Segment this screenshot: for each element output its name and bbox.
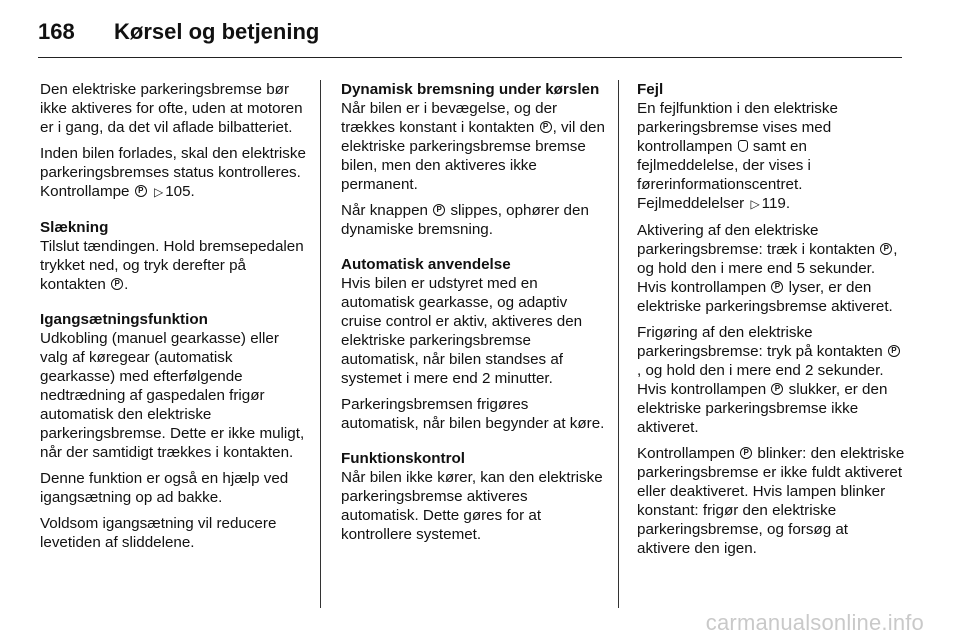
paragraph: Når bilen ikke kører, kan den elektriske parkeringsbremse aktiveres automatisk. Dette gøres for at kontrollere systemet. [341, 469, 603, 543]
paragraph: Den elektriske parkeringsbremse bør ikke aktiveres for ofte, uden at motoren er i gang, da det vil aflade bilbatteriet. [40, 81, 303, 136]
parking-brake-icon [888, 345, 900, 357]
service-icon [738, 140, 748, 152]
page-reference-arrow-icon: ▷ [153, 185, 164, 199]
parking-brake-icon [540, 121, 552, 133]
chapter-title: Kørsel og betjening [114, 19, 320, 44]
parking-brake-icon [135, 185, 147, 197]
column-divider [618, 80, 619, 608]
paragraph: Frigøring af den elektriske parkeringsbremse: tryk på kontakten P, og hold den i mere end 2 sekunder. Hvis kontrollampen P slukker, er den elektriske parkeringsbremse ikke aktiveret. [637, 323, 905, 437]
column-1 [40, 80, 308, 559]
column-3 [637, 80, 905, 565]
column-2 [341, 80, 609, 551]
paragraph: En fejlfunktion i den elektriske parkeringsbremse vises med kontrollampen samt en fejlmeddelelse, der vises i førerinformationscentret. Fejlmeddelelser ▷ 119. [637, 100, 838, 212]
paragraph: Inden bilen forlades, skal den elektriske parkeringsbremses status kontrolleres. Kontrollampe P ▷ 105. [40, 144, 308, 202]
paragraph: Aktivering af den elektriske parkeringsbremse: træk i kontakten P , og hold den i mere end 5 sekunder. Hvis kontrollampen P lyser, er den elektriske parkeringsbremse aktiveret. [637, 221, 905, 316]
paragraph: Tilslut tændingen. Hold bremsepedalen trykket ned, og tryk derefter på kontakten P . [40, 237, 308, 294]
watermark: carmanualsonline.info [705, 610, 924, 635]
section-heading: Funktionskontrol [341, 450, 466, 467]
parking-brake-icon [771, 281, 783, 293]
page-reference[interactable]: 119. [761, 195, 791, 212]
paragraph: Parkeringsbremsen frigøres automatisk, når bilen begynder at køre. [341, 396, 605, 432]
header-rule [38, 57, 902, 58]
column-divider [320, 80, 321, 608]
page-reference-arrow-icon: ▷ [750, 197, 760, 211]
section-heading: Automatisk anvendelse [341, 256, 511, 273]
paragraph: Når knappen P slippes, ophører den dynamiske bremsning. [341, 201, 609, 239]
section-heading: Slækning [40, 219, 109, 236]
page-header [38, 16, 319, 48]
parking-brake-icon [880, 243, 892, 255]
parking-brake-icon [433, 204, 445, 216]
section-heading: Dynamisk bremsning under kørslen [341, 81, 600, 98]
section-heading: Igangsætningsfunktion [40, 311, 208, 328]
paragraph: Kontrollampen P blinker: den elektriske parkeringsbremse er ikke fuldt aktiveret eller deaktiveret. Hvis lampen blinker konstant: frigør den elektriske parkeringsbremse, og forsøg at aktivere den igen. [637, 444, 905, 558]
parking-brake-icon [740, 447, 752, 459]
page-reference[interactable]: 105. [165, 183, 195, 200]
paragraph: Udkobling (manuel gearkasse) eller valg af køregear (automatisk gearkasse) med efterfølgende nedtrædning af gaspedalen frigør automatisk den elektriske parkeringsbremse. Dette er ikke muligt, når der samtidigt trækkes i kontakten. [40, 330, 305, 461]
parking-brake-icon [771, 383, 783, 395]
paragraph: Denne funktion er også en hjælp ved igangsætning op ad bakke. [40, 470, 289, 506]
paragraph: Når bilen er i bevægelse, og der trækkes konstant i kontakten P , vil den elektriske parkeringsbremse bremse bilen, men den aktiveres ikke permanent. [341, 99, 609, 194]
page-number: 168 [38, 19, 75, 44]
paragraph: Voldsom igangsætning vil reducere levetiden af sliddelene. [40, 515, 277, 551]
parking-brake-icon [111, 278, 123, 290]
paragraph: Hvis bilen er udstyret med en automatisk gearkasse, og adaptiv cruise control er aktiv, aktiveres den elektriske parkeringsbremse automatisk, når bilen standses af systemet i mere end 2 minutter. [341, 275, 583, 387]
section-heading: Fejl [637, 81, 664, 98]
